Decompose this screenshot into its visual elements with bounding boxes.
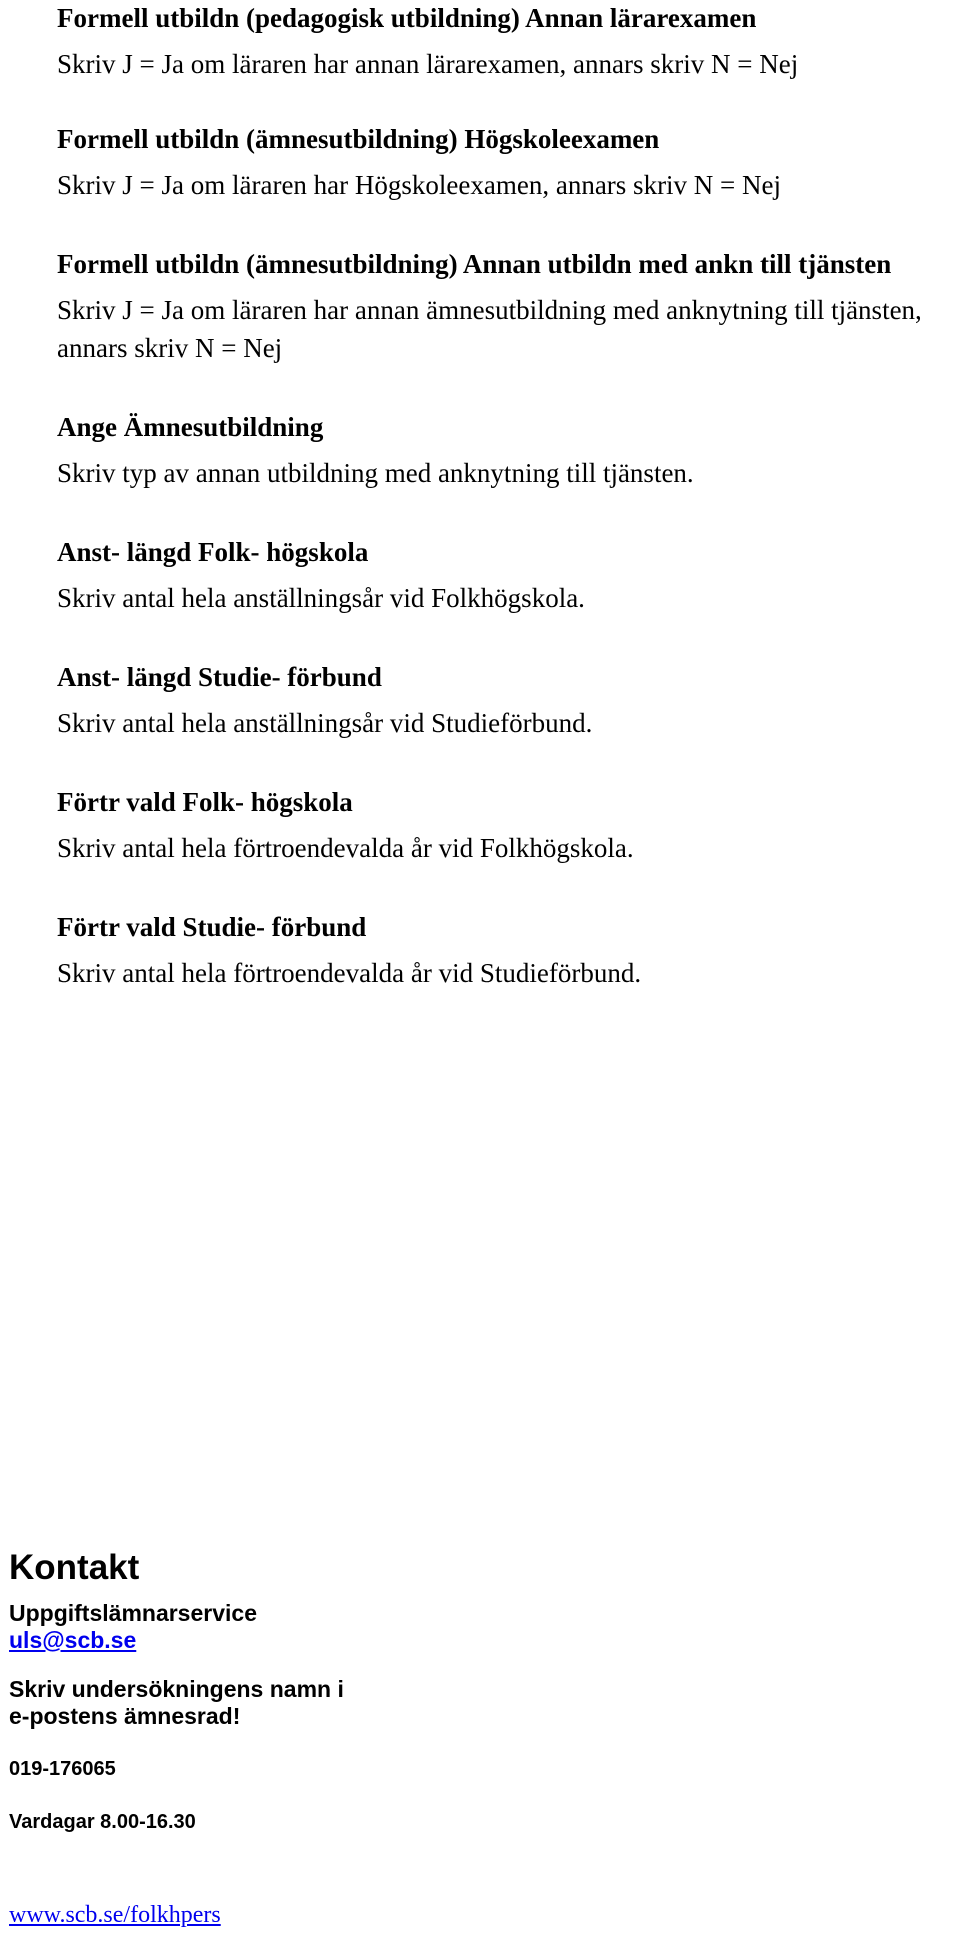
field-description: Skriv J = Ja om läraren har annan ämnesutbildning med anknytning till tjänsten, annars skriv N = Nej — [57, 295, 922, 363]
field-entry — [57, 246, 957, 367]
field-description: Skriv J = Ja om läraren har Högskoleexamen, annars skriv N = Nej — [57, 170, 782, 200]
contact-hours: Vardagar 8.00-16.30 — [9, 1811, 196, 1833]
field-description: Skriv antal hela förtroendevalda år vid Folkhögskola. — [57, 833, 634, 863]
field-title: Formell utbildn (ämnesutbildning) Högskoleexamen — [57, 124, 660, 154]
contact-section — [9, 1546, 429, 1836]
field-title: Formell utbildn (ämnesutbildning) Annan utbildn med ankn till tjänsten — [57, 249, 892, 279]
field-description: Skriv antal hela förtroendevalda år vid Studieförbund. — [57, 958, 642, 988]
field-entry — [57, 659, 957, 742]
field-description: Skriv J = Ja om läraren har annan lärarexamen, annars skriv N = Nej — [57, 49, 799, 79]
field-entry — [57, 409, 957, 492]
contact-note-line-1: Skriv undersökningens namn i — [9, 1676, 344, 1702]
field-entry — [57, 784, 957, 867]
field-title: Formell utbildn (pedagogisk utbildning) Annan lärarexamen — [57, 3, 757, 33]
field-entry — [57, 0, 957, 83]
field-description: Skriv typ av annan utbildning med anknytning till tjänsten. — [57, 458, 694, 488]
contact-phone: 019-176065 — [9, 1758, 116, 1780]
field-title: Ange Ämnesutbildning — [57, 412, 324, 442]
field-title: Förtr vald Studie- förbund — [57, 912, 367, 942]
field-entry — [57, 534, 957, 617]
contact-note-line-2: e-postens ämnesrad! — [9, 1703, 241, 1729]
field-title: Anst- längd Studie- förbund — [57, 662, 382, 692]
field-title: Anst- längd Folk- högskola — [57, 537, 369, 567]
contact-heading: Kontakt — [9, 1548, 140, 1587]
contact-email-link[interactable]: uls@scb.se — [9, 1627, 137, 1653]
field-description: Skriv antal hela anställningsår vid Folkhögskola. — [57, 583, 585, 613]
field-entry — [57, 909, 957, 992]
field-title: Förtr vald Folk- högskola — [57, 787, 353, 817]
website-link[interactable]: www.scb.se/folkhpers — [9, 1902, 221, 1928]
field-entry — [57, 121, 957, 204]
contact-service-name: Uppgiftslämnarservice — [9, 1600, 257, 1626]
contact-email-note — [9, 1676, 429, 1730]
field-instructions — [57, 0, 957, 992]
field-description: Skriv antal hela anställningsår vid Studieförbund. — [57, 708, 593, 738]
